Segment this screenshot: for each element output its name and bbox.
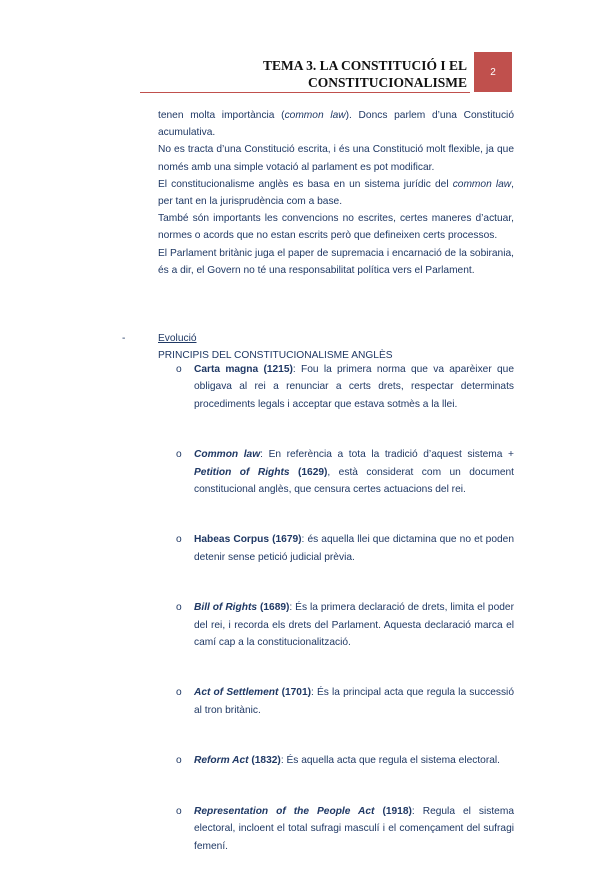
paragraph-unwritten: No es tracta d’una Constitució escrita, i és una Constitució molt flexible, ja que només amb una simple votació al parlament es pot modificar. <box>158 144 514 173</box>
list-item: o Reform Act (1832): És aquella acta que regula el sistema electoral. <box>176 755 500 767</box>
section-title: Evolució <box>158 333 197 344</box>
paragraph-conventions: També són importants les convencions no escrites, certes maneres d’actuar, normes o acords que no estan escrits però que defineixen certs processos. <box>158 213 514 242</box>
principles-list <box>176 361 514 888</box>
header-title: TEMA 3. LA CONSTITUCIÓ I EL CONSTITUCIONALISME <box>262 58 467 90</box>
list-item: o Act of Settlement (1701): És la principal acta que regula la successió al tron britànic. <box>176 687 514 716</box>
paragraph-common-law: tenen molta importància (common law). Doncs parlem d’una Constitució acumulativa. <box>158 110 514 139</box>
list-item: o Representation of the People Act (1918): Regula el sistema electoral, incloent el total sufragi masculí i el començament del sufragi femení. <box>176 805 514 852</box>
paragraph-legal-system: El constitucionalisme anglès es basa en un sistema jurídic del common law, per tant en la jurisprudència com a base. <box>158 178 514 208</box>
list-dash: - <box>122 333 126 344</box>
list-item: o Common law: En referència a tota la tradició d’aquest sistema + Petition of Rights (1629), està considerat com un document constitucional anglès, que censura certes actuacions del rei. <box>176 449 514 496</box>
section-subtitle: PRINCIPIS DEL CONSTITUCIONALISME ANGLÈS <box>158 350 393 361</box>
list-item: o Habeas Corpus (1679): és aquella llei que dictamina que no et poden detenir sense petició judicial prèvia. <box>176 534 514 563</box>
paragraph-parliament: El Parlament britànic juga el paper de supremacia i encarnació de la sobirania, és a dir, el Govern no té una responsabilitat política vers el Parlament. <box>158 247 514 276</box>
header-rule <box>140 92 470 93</box>
page-number: 2 <box>474 52 512 92</box>
body-text <box>158 107 514 279</box>
list-item: o Bill of Rights (1689): És la primera declaració de drets, limita el poder del rei, i recorda els drets del Parlament. Aquesta declaració marca el camí cap a la constitucionalització. <box>176 602 514 649</box>
list-item: o Carta magna (1215): Fou la primera norma que va aparèixer que obligava al rei a renunciar a certs drets, respectar determinats procediments legals i acceptar que estava sotmès a la llei. <box>176 364 514 410</box>
